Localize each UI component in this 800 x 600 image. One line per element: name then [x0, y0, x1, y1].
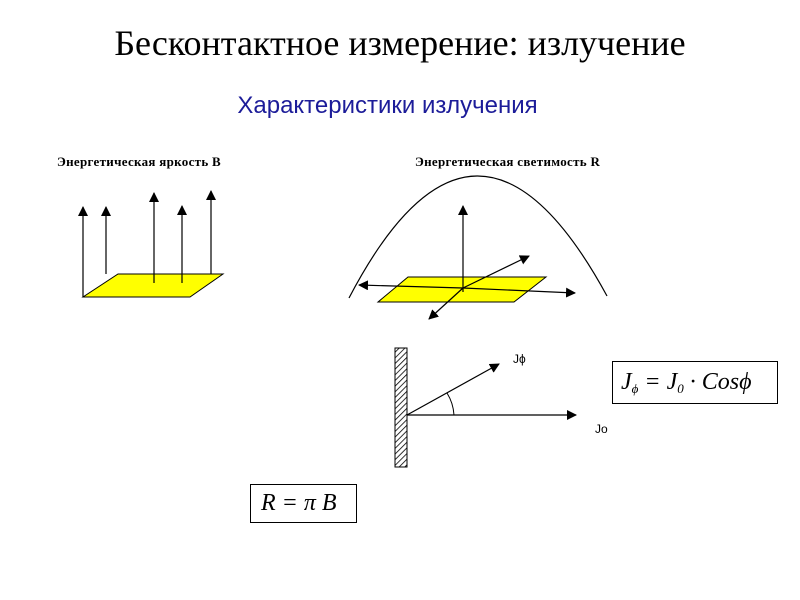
radiance-label: Энергетическая яркость B — [57, 154, 222, 169]
left-emitting-plate — [83, 274, 223, 297]
formula-operator: = — [275, 490, 304, 516]
formula-term: Cosϕ — [701, 369, 752, 395]
formula-term: J — [666, 369, 678, 395]
angled-ray-label: Jϕ — [513, 352, 526, 366]
exitance-label: Энергетическая светимость R — [415, 154, 601, 169]
luminosity-formula — [250, 484, 357, 523]
formula-operator: = — [638, 369, 667, 395]
radiance-diagram — [83, 191, 223, 297]
angle-arc — [447, 393, 454, 415]
formula-term: J — [621, 369, 632, 395]
page-subtitle: Характеристики излучения — [237, 92, 538, 119]
formula-term: B — [315, 490, 337, 516]
exitance-diagram — [349, 176, 607, 319]
formula-operator: · — [683, 369, 702, 395]
cosine-law-diagram — [395, 348, 608, 467]
formula-subscript: 0 — [677, 381, 684, 396]
cosine-law-formula — [612, 361, 778, 404]
normal-ray-label: Jo — [595, 422, 608, 436]
formula-term: R — [261, 490, 276, 516]
hatched-wall — [395, 348, 407, 467]
formula-term: π — [303, 490, 316, 516]
formula-subscript: ϕ — [631, 381, 639, 396]
page-title: Бесконтактное измерение: излучение — [114, 23, 686, 63]
